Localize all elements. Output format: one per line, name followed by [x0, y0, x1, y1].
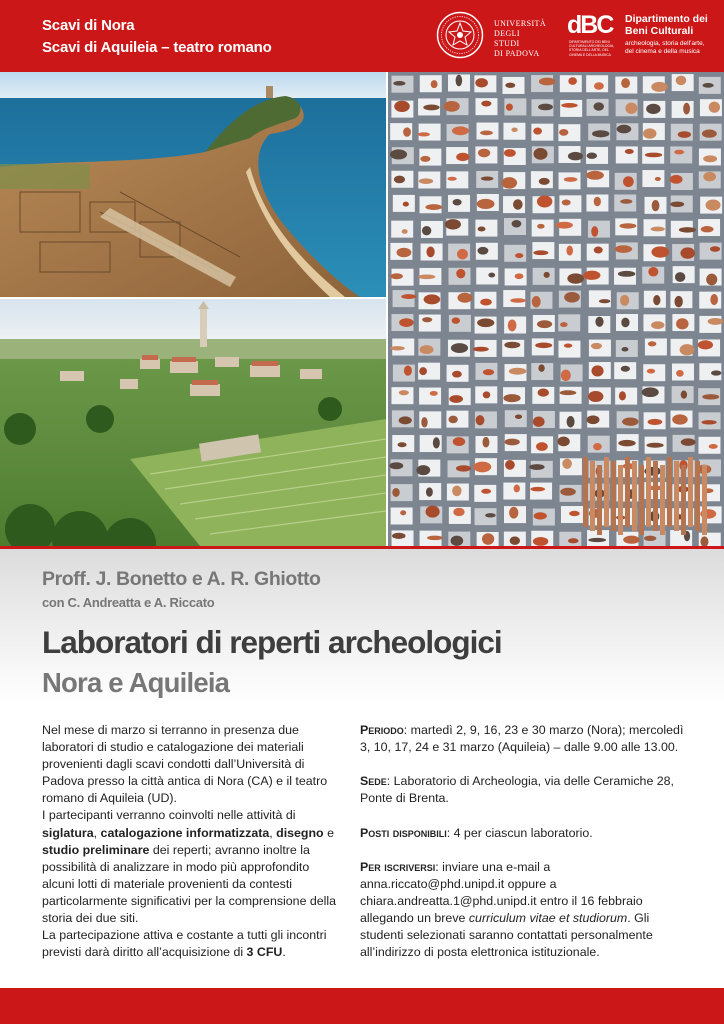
- collaborators-line: con C. Andreatta e A. Riccato: [42, 595, 215, 610]
- dbc-sub-line1: archeologia, storia dell’arte,: [625, 40, 705, 47]
- nora-aerial-image: [0, 72, 386, 297]
- p3-text-c: .: [282, 945, 286, 960]
- dbc-dept-line2: Beni Culturali: [625, 25, 694, 37]
- dbc-department-name: [625, 13, 708, 37]
- header-title-aquileia: Scavi di Aquileia – teatro romano: [42, 39, 272, 56]
- professors-line: Proff. J. Bonetto e A. R. Ghiotto: [42, 568, 321, 590]
- page-title: Laboratori di reperti archeologici: [42, 624, 502, 660]
- iscrizione-text-b: . Gli studenti selezionati saranno contattati personalmente all’indirizzo di posta elettronica istituzionale.: [360, 911, 653, 960]
- dbc-small-text: DIPARTIMENTO DEI BENI CULTURALI ARCHEOLOGIA, STORIA DELL'ARTE, DEL CINEMA E DELLA MUSICA: [569, 40, 615, 57]
- dbc-mark: dBC: [567, 11, 613, 39]
- description-column: [42, 722, 340, 961]
- periodo-text: : martedì 2, 9, 16, 23 e 30 marzo (Nora); mercoledì 3, 10, 17, 24 e 31 marzo (Aquileia) – dalle 9.00 alle 13.00.: [360, 723, 684, 755]
- unipd-name: [494, 19, 546, 59]
- photo-collage: [0, 72, 724, 546]
- posti-text: : 4 per ciascun laboratorio.: [446, 825, 593, 840]
- periodo-label: Periodo: [360, 723, 404, 737]
- description-paragraph-2: [42, 807, 340, 927]
- p2-sep-3: e: [323, 825, 334, 840]
- info-column: [360, 722, 695, 978]
- unipd-seal-icon: [436, 11, 484, 59]
- posti-label: Posti disponibili: [360, 825, 447, 840]
- unipd-line3: DI PADOVA: [494, 49, 540, 58]
- p3-text-a: La partecipazione attiva e costante a tutti gli incontri previsti darà diritto all’acquisizione di: [42, 928, 327, 960]
- dbc-sub-line2: del cinema e della musica: [625, 48, 700, 55]
- sede-label: Sede: [360, 774, 387, 789]
- info-iscrizione: [360, 859, 695, 962]
- iscrizione-text-a: : inviare una e-mail a anna.riccato@phd.unipd.it oppure a chiara.andreatta.1@phd.unipd.it entro il 16 febbraio allegando un breve: [360, 859, 643, 926]
- iscrizione-label: Per iscriversi: [360, 859, 436, 874]
- header-banner: [0, 0, 724, 72]
- header-title-nora: Scavi di Nora: [42, 17, 135, 34]
- header-titles: [42, 15, 272, 59]
- p3-bold-cfu: 3 CFU: [246, 945, 283, 960]
- footer-banner: [0, 988, 724, 1024]
- photo-nora-aerial: [0, 72, 386, 297]
- photo-aquileia-aerial: [0, 299, 386, 546]
- p2-bold-siglatura: siglatura: [42, 825, 94, 840]
- pottery-fragments-image: [388, 72, 724, 546]
- unipd-line2: DEGLI STUDI: [494, 29, 520, 48]
- p2-text-a: I partecipanti verranno coinvolti nelle attività di: [42, 808, 296, 823]
- p2-sep-1: ,: [93, 825, 101, 840]
- aquileia-aerial-image: [0, 299, 386, 546]
- info-posti: [360, 825, 695, 842]
- p2-text-f: dei reperti; avranno inoltre la possibilità di analizzare in modo più approfondito alcuni lotti di materiale provenienti da contesti particolarmente significativi per la comprensione della storia dei due siti.: [42, 842, 337, 926]
- p2-bold-disegno: disegno: [276, 825, 324, 840]
- sede-text: : Laboratorio di Archeologia, via delle Ceramiche 28, Ponte di Brenta.: [360, 774, 674, 806]
- p2-sep-2: ,: [269, 825, 277, 840]
- info-sede: [360, 773, 695, 807]
- dbc-department-subtitle: [625, 40, 705, 56]
- photo-pottery-fragments: [388, 72, 724, 546]
- unipd-logo: [436, 11, 546, 61]
- info-periodo: [360, 722, 695, 756]
- iscrizione-cv-italic: curriculum vitae et studiorum: [468, 911, 628, 926]
- dbc-dept-line1: Dipartimento dei: [625, 13, 708, 25]
- dbc-logo: [567, 10, 717, 65]
- p2-bold-catalogazione: catalogazione informatizzata: [100, 825, 270, 840]
- description-paragraph-1: Nel mese di marzo si terranno in presenza due laboratori di studio e catalogazione dei materiali provenienti dagli scavi condotti dall’Università di Padova presso la città antica di Nora (CA) e il teatro romano di Aquileia (UD).: [42, 723, 328, 806]
- page-subtitle: Nora e Aquileia: [42, 667, 230, 698]
- p2-bold-studio: studio preliminare: [42, 842, 150, 857]
- description-paragraph-3: [42, 927, 340, 961]
- unipd-line1: UNIVERSITÀ: [494, 19, 546, 28]
